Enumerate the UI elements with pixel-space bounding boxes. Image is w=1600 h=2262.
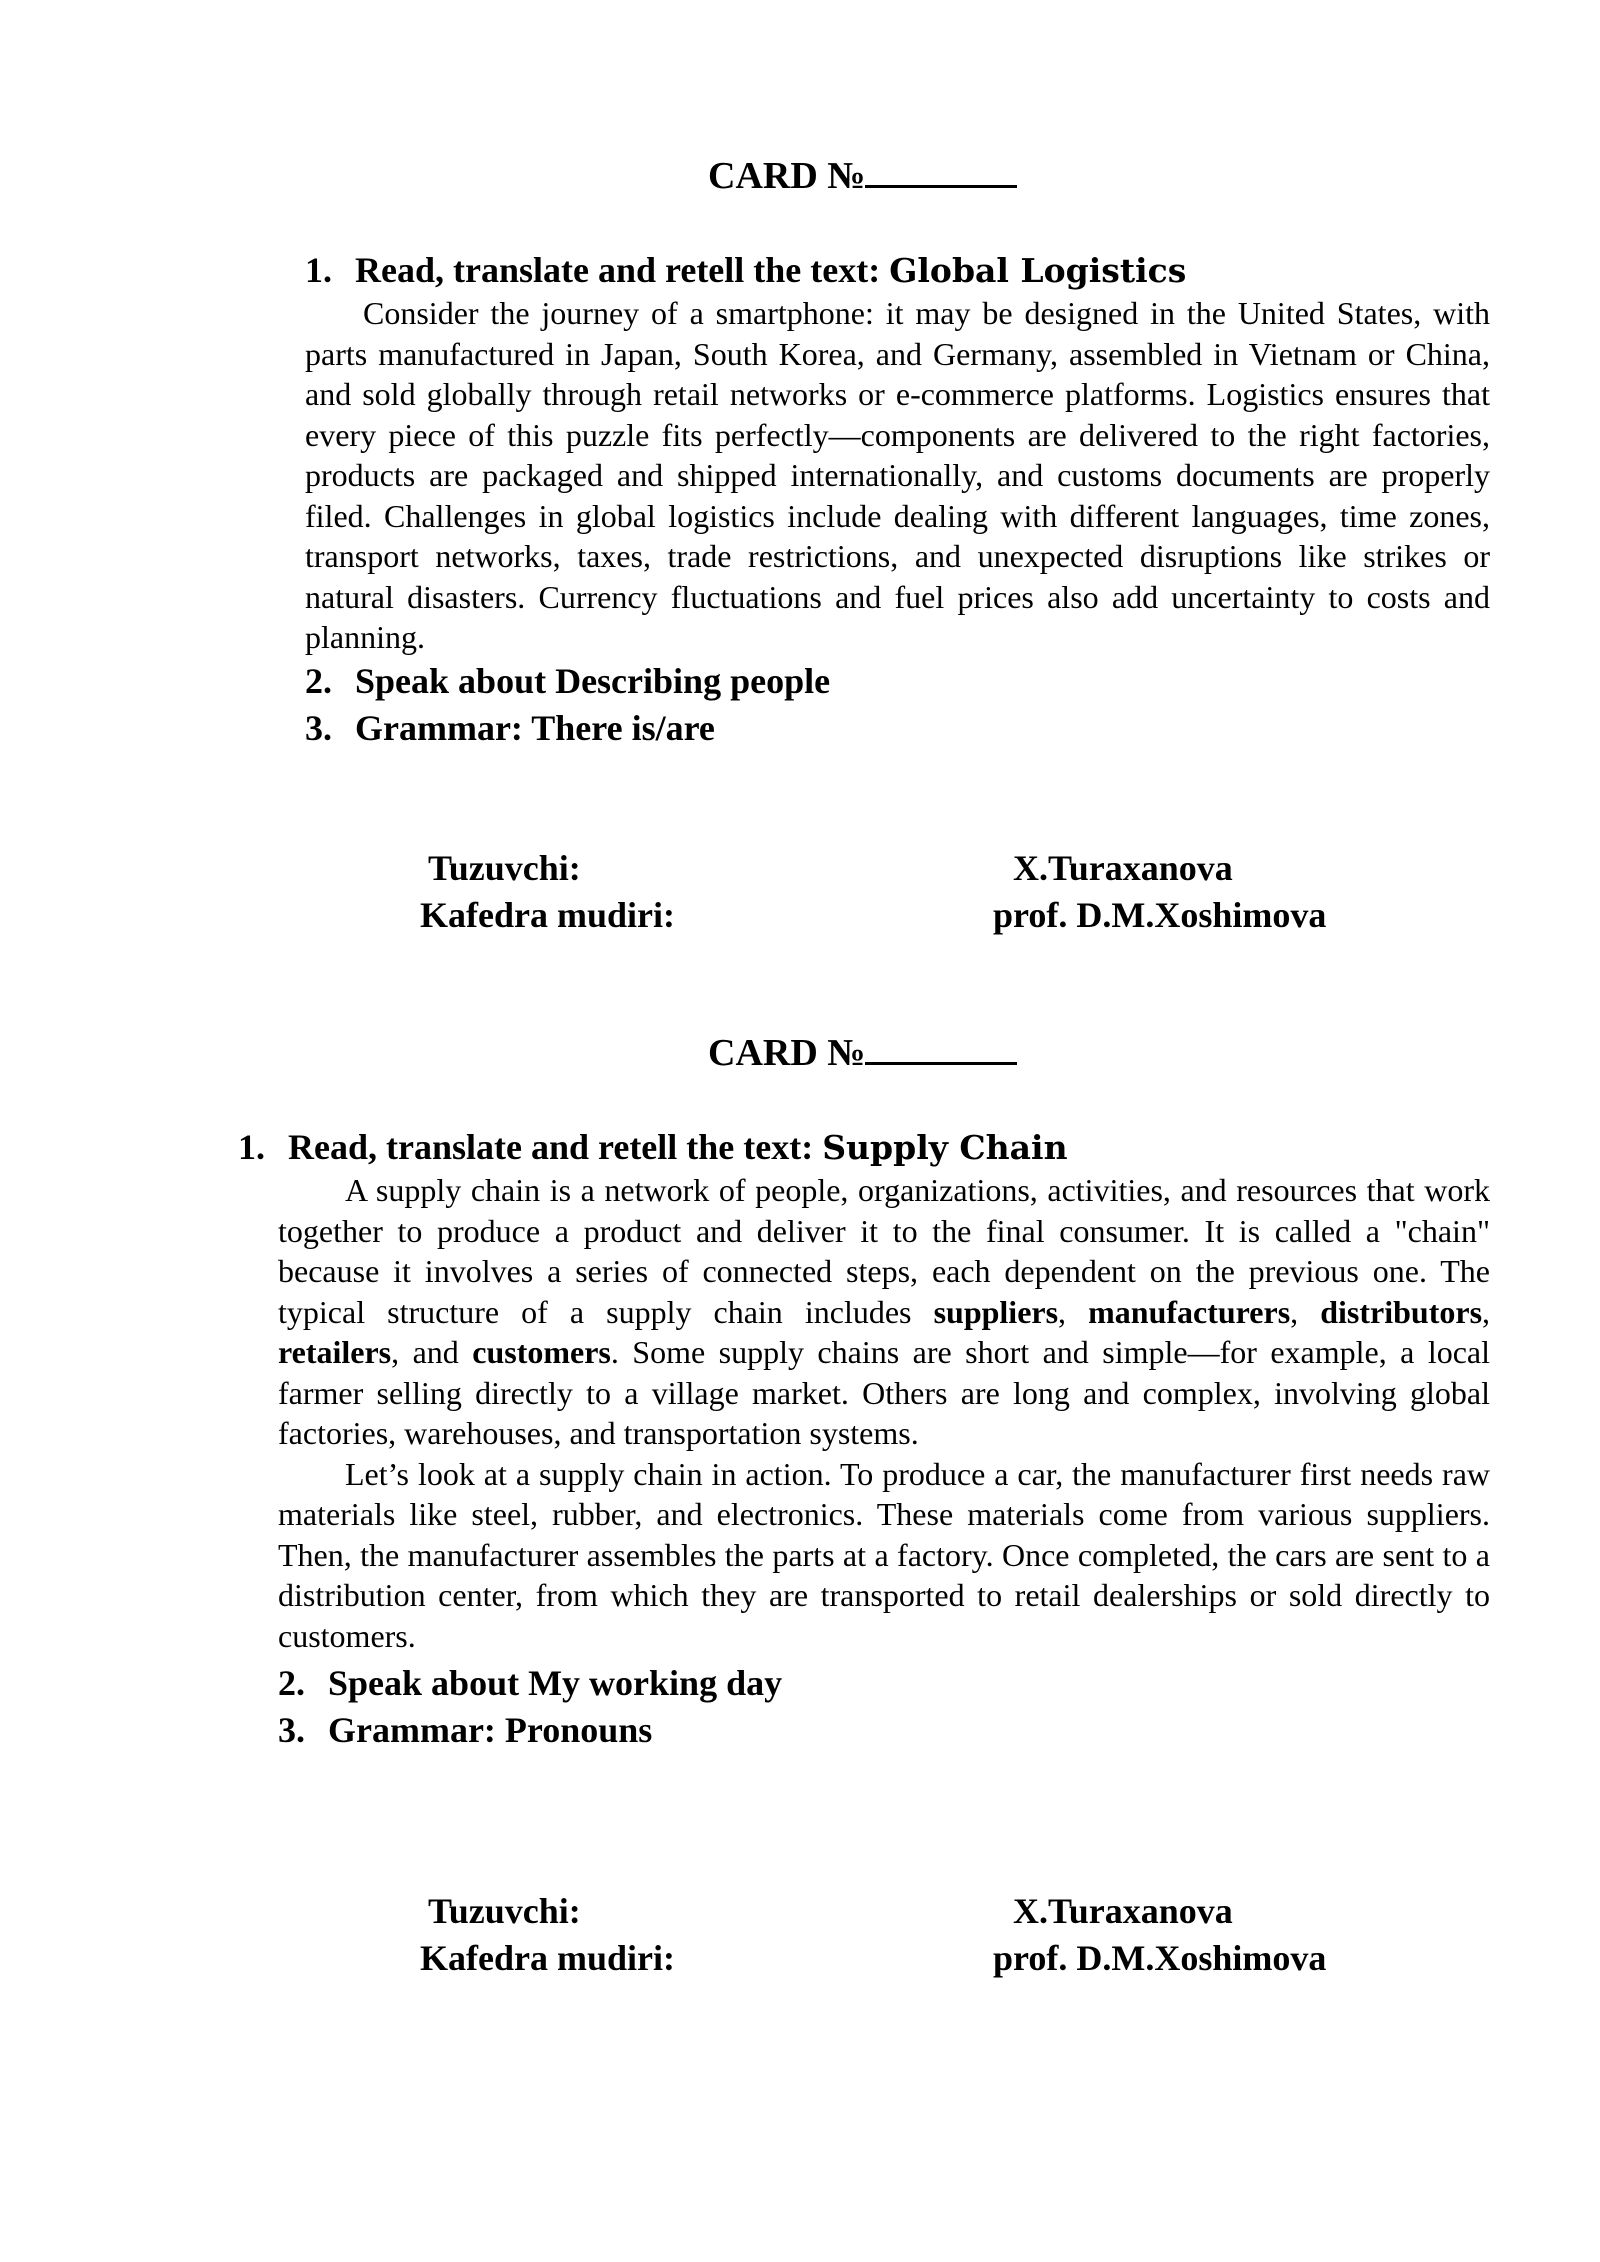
card-1-task-3 — [305, 710, 715, 746]
card-1-task-3-text: Grammar: There is/are — [355, 708, 715, 748]
card-2-paragraph-1-run-1: A supply chain is a network of people, organizations, activities, and resources that work together to produce a product and deliver it to the final consumer. It is called a "chain" because it involves a series of connected steps, each dependent on the previous one. The typical structure of a supply chain includes — [278, 1172, 1490, 1330]
card-1-task-2-text: Speak about Describing people — [355, 661, 831, 701]
card-2-task-1-topic: Supply Chain — [822, 1128, 1068, 1167]
card-2-paragraph-2-run-1: Let’s look at a supply chain in action. To produce a car, the manufacturer first needs raw materials like steel, rubber, and electronics. These materials come from various suppliers. Then, the manufacturer assembles the parts at a factory. Once completed, the cars are sent to a distribution center, from which they are transported to retail dealerships or sold directly to customers. — [278, 1455, 1490, 1654]
card-1-head-label: Kafedra mudiri: — [420, 895, 675, 935]
card-2-term-manufacturers: manufacturers — [1088, 1293, 1291, 1330]
card-2-paragraph — [278, 1454, 1490, 1657]
card-2-task-1-heading — [238, 1129, 1068, 1165]
card-2-paragraph — [278, 1170, 1490, 1454]
card-2-task-2 — [278, 1665, 782, 1701]
card-1-reading-text — [305, 293, 1490, 658]
card-1-task-1-heading — [305, 252, 1186, 288]
card-2-term-suppliers: suppliers — [933, 1293, 1059, 1330]
card-1-head-name: prof. D.M.Xoshimova — [993, 895, 1327, 935]
card-2-task-3-number: 3. — [278, 1710, 305, 1750]
card-2-title — [708, 1032, 1017, 1072]
card-1-number-blank — [865, 155, 1017, 188]
card-2-paragraph-1-run-9: , and — [391, 1334, 473, 1370]
card-1-task-1-number: 1. — [305, 250, 332, 290]
card-2-composer-label: Tuzuvchi: — [428, 1891, 581, 1931]
card-2-reading-text — [278, 1170, 1490, 1656]
card-2-paragraph-1-run-7: , — [1482, 1293, 1491, 1330]
card-2-task-2-text: Speak about My working day — [328, 1663, 783, 1703]
card-2-paragraph-1-run-11: . Some supply chains are short and simple—for example, a local farmer selling directly to a village market. Others are long and complex, involving global factories, warehouses, and transportation systems. — [278, 1334, 1491, 1451]
card-1-task-2-number: 2. — [305, 661, 332, 701]
card-1-composer-label: Tuzuvchi: — [428, 848, 581, 888]
card-2-title-text: CARD № — [708, 1032, 866, 1074]
card-2-task-1-number: 1. — [238, 1127, 265, 1167]
card-2-composer-name: X.Turaxanova — [1013, 1891, 1233, 1931]
card-2-term-retailers: retailers — [278, 1334, 392, 1370]
card-2-head-label: Kafedra mudiri: — [420, 1938, 675, 1978]
card-1-title — [708, 155, 1017, 195]
card-2-number-blank — [865, 1032, 1017, 1065]
card-2-term-distributors: distributors — [1320, 1293, 1483, 1330]
card-1-task-2 — [305, 663, 830, 699]
card-1-task-1-label: Read, translate and retell the text: — [355, 250, 881, 290]
card-2-task-1-label: Read, translate and retell the text: — [288, 1127, 814, 1167]
card-1-task-1-topic: Global Logistics — [889, 251, 1187, 290]
card-1-paragraph-1-run-1: Consider the journey of a smartphone: it may be designed in the United States, with parts manufactured in Japan, South Korea, and Germany, assembled in Vietnam or China, and sold globally through retail networks or e-commerce platforms. Logistics ensures that every piece of this puzzle fits perfectly—components are delivered to the right factories, products are packaged and shipped internationally, and customs documents are properly filed. Challenges in global logistics include dealing with different languages, time zones, transport networks, taxes, trade restrictions, and unexpected disruptions like strikes or natural disasters. Currency fluctuations and fuel prices also add uncertainty to costs and planning. — [305, 295, 1490, 655]
card-2-task-3-text: Grammar: Pronouns — [328, 1710, 653, 1750]
card-2-term-customers: customers — [472, 1334, 611, 1370]
card-2-paragraph-1-run-3: , — [1058, 1293, 1089, 1330]
card-2-head-name: prof. D.M.Xoshimova — [993, 1938, 1327, 1978]
card-1-title-text: CARD № — [708, 155, 866, 197]
card-2-task-3 — [278, 1712, 652, 1748]
card-1-paragraph — [305, 293, 1490, 658]
card-2-paragraph-1-run-5: , — [1290, 1293, 1321, 1330]
card-1-task-3-number: 3. — [305, 708, 332, 748]
card-2-task-2-number: 2. — [278, 1663, 305, 1703]
card-1-composer-name: X.Turaxanova — [1013, 848, 1233, 888]
